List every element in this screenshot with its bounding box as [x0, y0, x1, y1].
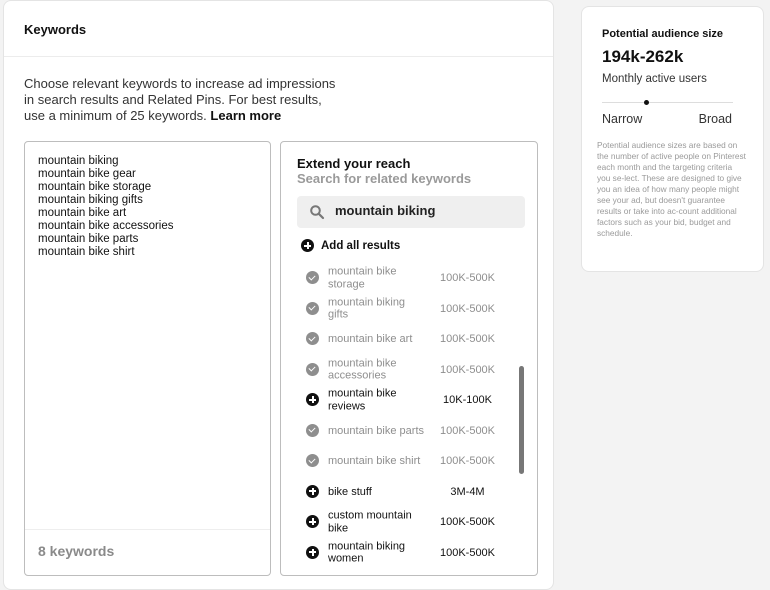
- check-circle-icon[interactable]: [306, 454, 319, 467]
- meter-label-narrow: Narrow: [602, 112, 643, 126]
- extend-reach-subtitle: Search for related keywords: [297, 171, 472, 186]
- result-range: 3M-4M: [450, 485, 485, 498]
- audience-title: Potential audience size: [602, 28, 724, 40]
- result-keyword: mountain bike accessories: [328, 357, 397, 382]
- results-scrollbar[interactable]: [519, 366, 524, 474]
- extend-reach-title: Extend your reach: [297, 156, 411, 171]
- selected-keyword: mountain bike storage: [38, 181, 152, 193]
- result-range: 100K-500K: [439, 455, 496, 468]
- keywords-card: [3, 0, 554, 590]
- result-range: 100K-500K: [439, 333, 496, 346]
- result-keyword: mountain bike parts: [328, 424, 424, 437]
- add-all-results-button[interactable]: [301, 239, 400, 252]
- plus-circle-icon[interactable]: [306, 393, 319, 406]
- keyword-result-row[interactable]: [281, 355, 537, 386]
- result-range: 100K-500K: [439, 272, 496, 285]
- plus-circle-icon[interactable]: [306, 515, 319, 528]
- selected-keyword: mountain biking: [38, 155, 119, 167]
- result-keyword: mountain biking women: [328, 540, 406, 565]
- plus-circle-icon[interactable]: [306, 546, 319, 559]
- check-circle-icon[interactable]: [306, 332, 319, 345]
- result-keyword: mountain bike storage: [328, 265, 397, 291]
- selected-keyword: mountain biking gifts: [38, 194, 143, 206]
- result-range: 100K-500K: [439, 302, 496, 315]
- plus-circle-icon[interactable]: [306, 485, 319, 498]
- add-all-results-label: Add all results: [321, 239, 401, 252]
- keyword-result-row[interactable]: [281, 324, 537, 355]
- selected-keyword: mountain bike accessories: [38, 220, 174, 232]
- result-keyword: mountain bike art: [328, 333, 413, 345]
- result-keyword: custom mountain bike: [328, 509, 412, 535]
- selected-keyword: mountain bike gear: [38, 168, 136, 180]
- selected-keyword: mountain bike parts: [38, 233, 139, 245]
- selected-keyword: mountain bike art: [38, 207, 127, 219]
- audience-meter-indicator: [644, 100, 649, 105]
- audience-subtitle: Monthly active users: [602, 73, 707, 85]
- check-circle-icon[interactable]: [306, 424, 319, 437]
- result-range: 100K-500K: [439, 424, 496, 437]
- keyword-search-input[interactable]: [335, 203, 520, 218]
- keyword-result-row[interactable]: [281, 294, 537, 325]
- keyword-result-row[interactable]: [281, 507, 537, 538]
- keywords-description: [24, 76, 344, 124]
- description-text: Choose relevant keywords to increase ad impressions in search results and Related Pins. For best results, use a minimum of 25 keywords.: [24, 76, 336, 123]
- result-keyword: mountain bike reviews: [328, 387, 397, 413]
- keyword-search-box[interactable]: [297, 196, 525, 228]
- keyword-result-row[interactable]: [281, 446, 537, 477]
- keyword-result-row[interactable]: [281, 477, 537, 508]
- search-icon: [309, 204, 325, 220]
- keywords-card-header: [4, 1, 553, 57]
- result-range: 100K-500K: [439, 363, 496, 376]
- audience-size-card: [581, 6, 764, 272]
- audience-meter-track: [602, 102, 733, 103]
- result-range: 10K-100K: [443, 394, 492, 407]
- meter-label-broad: Broad: [698, 112, 732, 126]
- selected-keywords-list[interactable]: [25, 142, 270, 259]
- extend-reach-panel: [280, 141, 538, 576]
- audience-note: Potential audience sizes are based on the number of active people on Pinterest each month and the targeting criteria you se-lect. These are designed to give you an idea of how many people might see your ad, but doesn't guarantee results or take into ac-count additional factors such as your bid, budget and schedule.: [597, 140, 746, 238]
- selected-keyword: mountain bike shirt: [38, 246, 135, 258]
- check-circle-icon[interactable]: [306, 271, 319, 284]
- check-circle-icon[interactable]: [306, 363, 319, 376]
- keyword-result-row[interactable]: [281, 263, 537, 294]
- related-keyword-results: [281, 263, 537, 568]
- check-circle-icon[interactable]: [306, 302, 319, 315]
- result-range: 100K-500K: [439, 516, 496, 529]
- keywords-textarea[interactable]: [24, 141, 271, 576]
- plus-circle-icon: [301, 239, 314, 252]
- keywords-title: Keywords: [24, 22, 87, 37]
- audience-value: 194k-262k: [602, 47, 684, 66]
- learn-more-link[interactable]: Learn more: [210, 108, 282, 123]
- result-range: 100K-500K: [439, 546, 496, 559]
- keyword-result-row[interactable]: [281, 385, 537, 416]
- result-keyword: mountain bike shirt: [328, 455, 421, 467]
- result-keyword: mountain biking gifts: [328, 296, 406, 321]
- keyword-result-row[interactable]: [281, 416, 537, 447]
- keyword-result-row[interactable]: [281, 538, 537, 569]
- result-keyword: bike stuff: [328, 485, 372, 498]
- keyword-count: 8 keywords: [25, 529, 270, 575]
